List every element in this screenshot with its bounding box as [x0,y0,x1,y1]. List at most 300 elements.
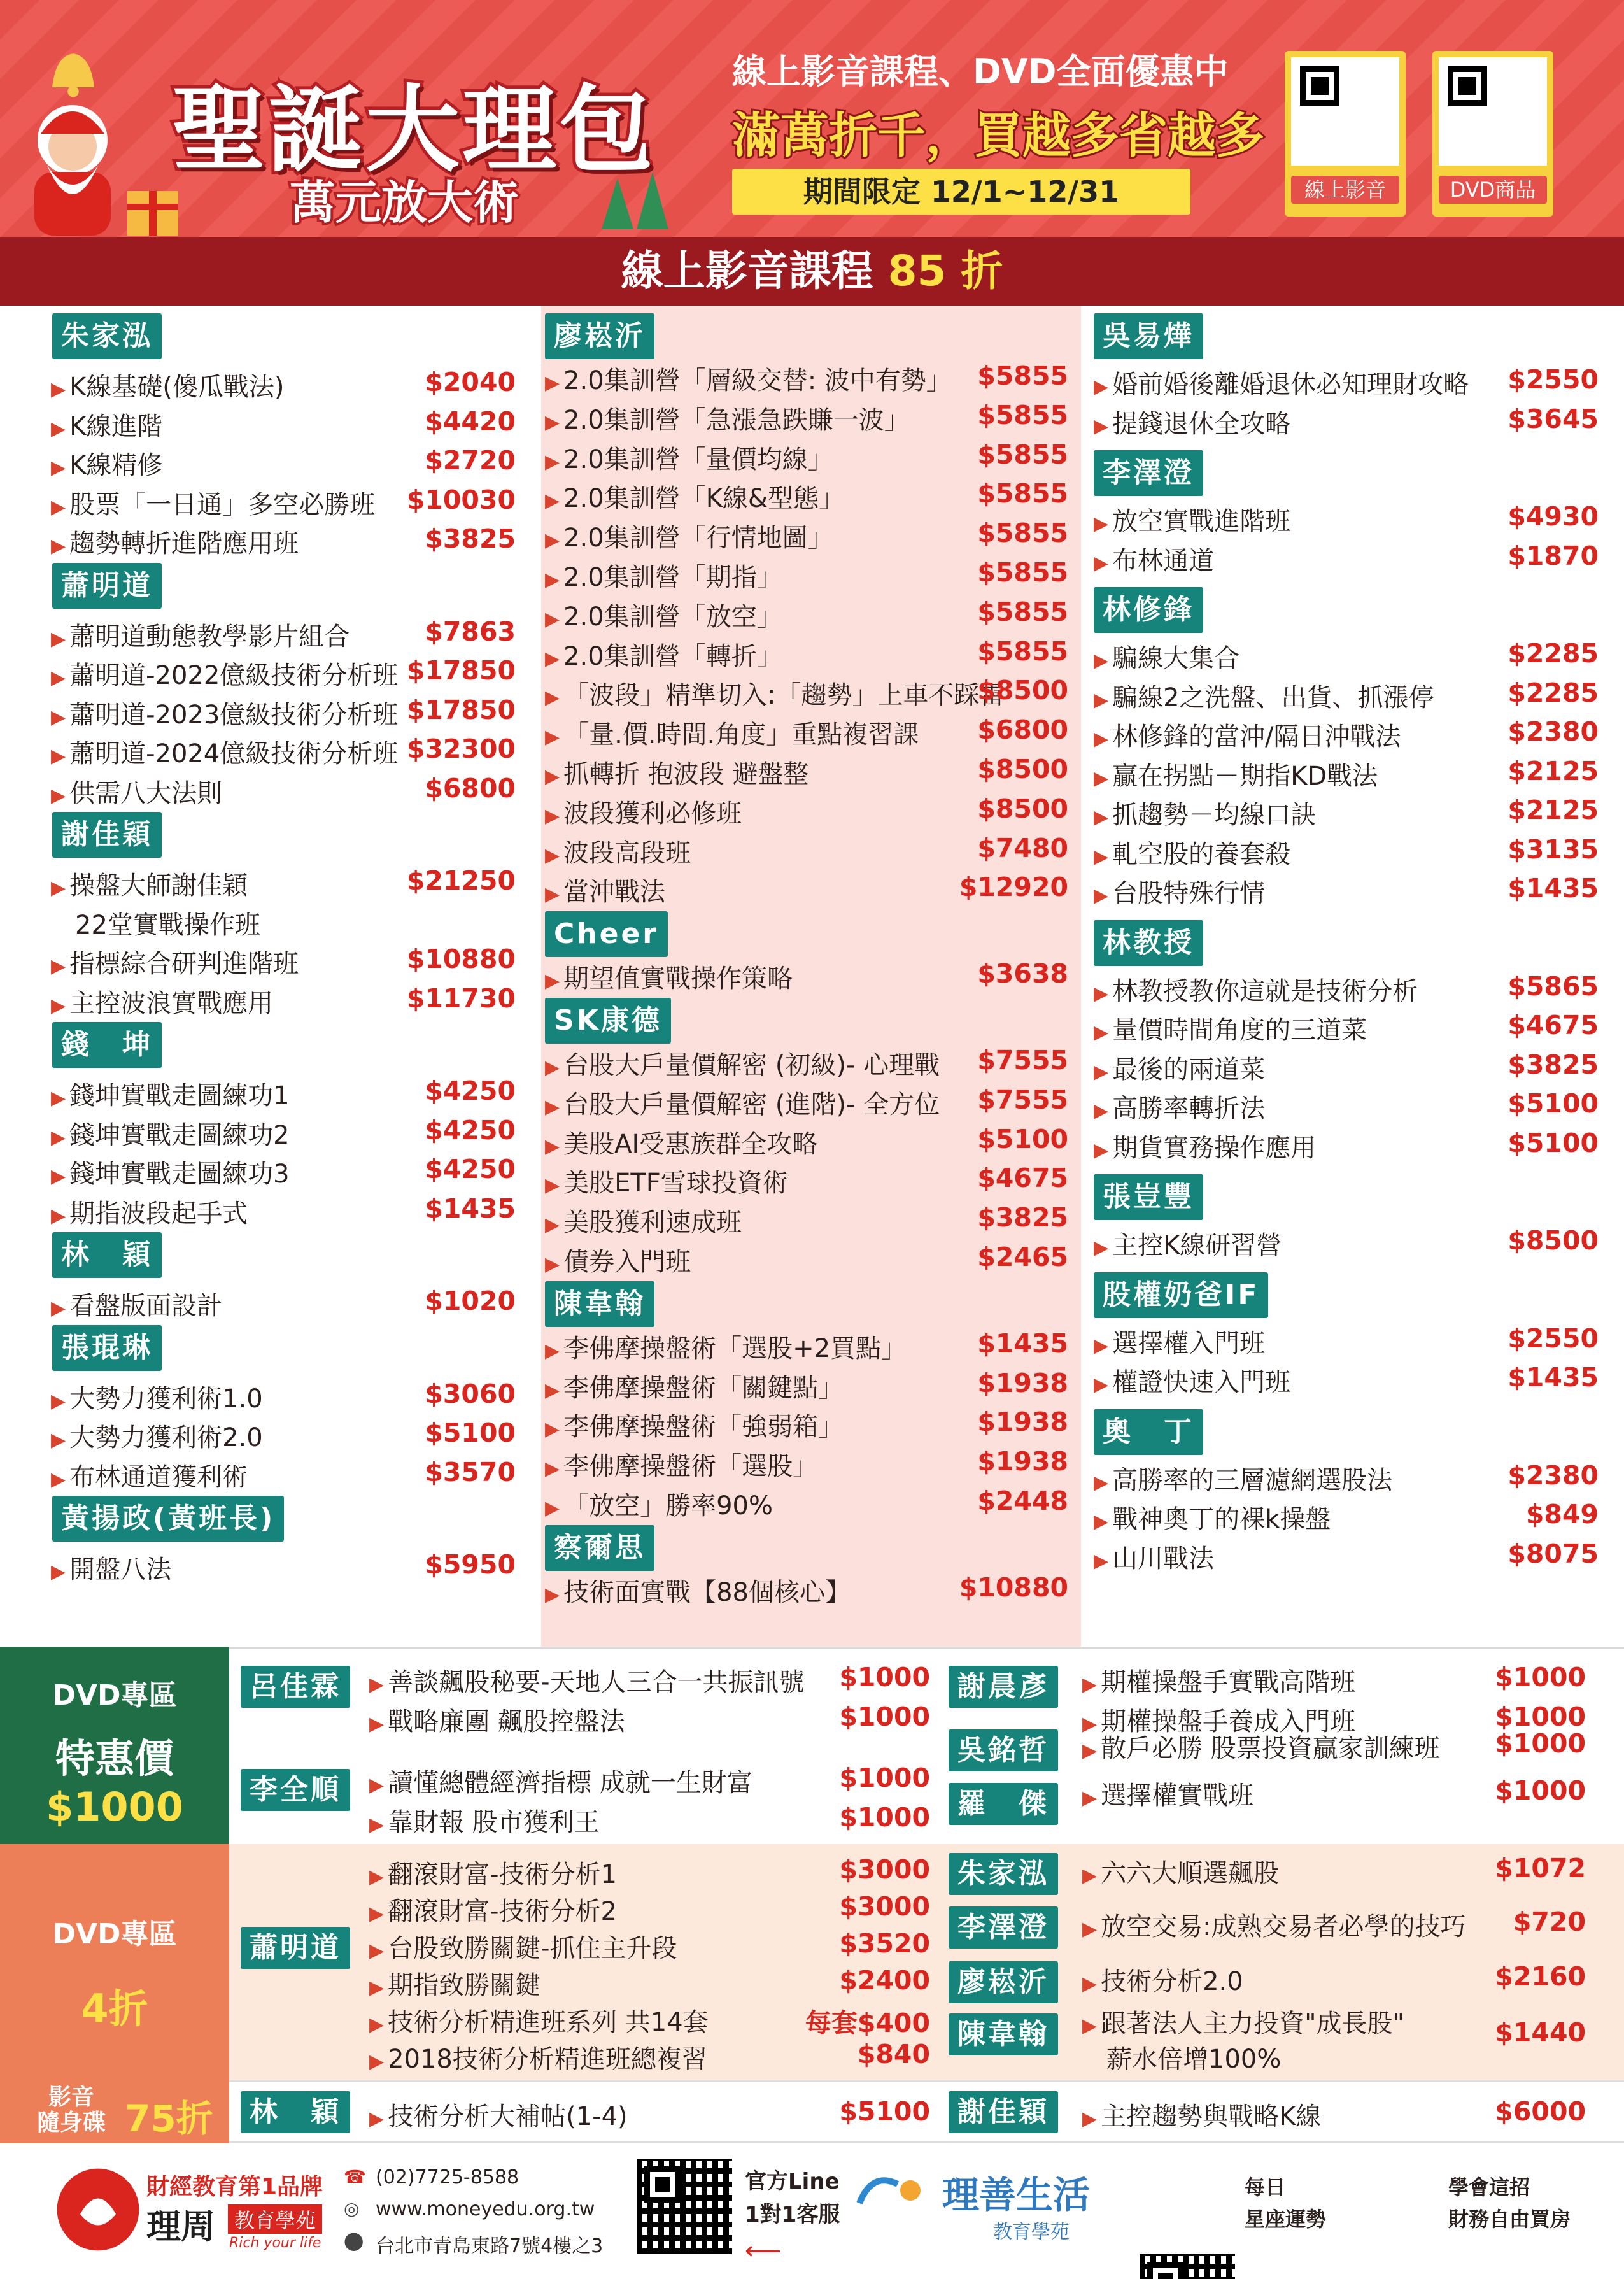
course-item[interactable] [545,400,910,436]
dvd-price: $1000 [1495,1662,1586,1693]
triangle-bullet-icon: ▶ [51,1468,66,1491]
dvd-name: 2018技術分析精進班總複習 [388,2045,707,2074]
teacher-tag: 羅 傑 [949,1783,1058,1825]
course-item[interactable] [545,872,665,908]
course-item[interactable] [51,1417,263,1454]
triangle-bullet-icon: ▶ [1082,1740,1098,1762]
triangle-bullet-icon: ▶ [369,1866,385,1888]
triangle-bullet-icon: ▶ [545,450,560,473]
teacher-tag: 林修鋒 [1094,587,1203,633]
course-price: $2720 [425,445,516,476]
teacher-tag: 蕭明道 [52,563,162,609]
triangle-bullet-icon: ▶ [369,2050,385,2073]
dvd-item[interactable] [369,2039,707,2075]
course-name: 放空實戰進階班 [1112,507,1291,536]
brand-logo-icon [53,2165,143,2254]
dvd-name: 跟著法人主力投資"成長股" [1101,2009,1404,2038]
triangle-bullet-icon: ▶ [1082,2015,1098,2037]
course-item[interactable] [545,1045,940,1081]
dvd1-label: DVD專區 [52,1679,177,1712]
course-name: 蕭明道-2022億級技術分析班 [69,661,399,690]
course-price: $4250 [425,1154,516,1184]
course-item[interactable] [545,1368,844,1404]
course-price: $2125 [1507,795,1599,825]
course-name: 美股ETF雪球投資術 [563,1168,788,1198]
brand-tag: 財經教育第1品牌 [146,2174,323,2200]
teacher-tag: Cheer [545,911,668,957]
course-item[interactable] [51,983,273,1019]
dvd3-label-top: 影音 [48,2084,95,2110]
triangle-bullet-icon: ▶ [369,1713,385,1735]
dvd-zone-1 [0,1647,1624,1844]
dvd-item[interactable] [369,1763,752,1799]
course-item[interactable] [545,754,809,790]
course-price: $2380 [1507,716,1599,747]
course-item[interactable] [1094,404,1290,440]
line-qr-code-icon[interactable] [637,2159,732,2254]
dvd-name: 選擇權實戰班 [1101,1781,1254,1810]
course-name: 台股大戶量價解密 (初級)- 心理戰 [563,1051,940,1080]
phone-number[interactable]: (02)7725-8588 [376,2166,519,2189]
course-item[interactable] [545,1572,851,1608]
course-price: $2550 [1507,1323,1599,1354]
course-item[interactable] [1094,678,1434,714]
triangle-bullet-icon: ▶ [1094,845,1109,868]
course-name: 李佛摩操盤術「選股」 [563,1452,819,1482]
course-price: $2380 [1507,1459,1599,1491]
course-item[interactable] [545,675,1005,711]
dvd-item[interactable] [369,1928,677,1964]
triangle-bullet-icon: ▶ [545,411,560,434]
course-price: $21250 [406,865,516,896]
teacher-tag: 股權奶爸IF [1094,1272,1268,1318]
course-item[interactable] [1094,1323,1265,1360]
dvd-item[interactable] [1082,1775,1253,1812]
triangle-bullet-icon: ▶ [51,1087,66,1109]
dvd-item[interactable] [369,1802,600,1838]
course-name: 李佛摩操盤術「選股+2買點」 [563,1333,907,1363]
dvd-price: $5100 [839,2096,930,2127]
dvd1-price: $1000 [46,1784,183,1830]
dvd-item[interactable] [1082,1728,1440,1764]
course-price: $5100 [425,1417,516,1448]
triangle-bullet-icon: ▶ [545,607,560,630]
triangle-bullet-icon: ▶ [1094,1471,1109,1494]
course-item[interactable] [1094,1088,1265,1125]
course-price: $11730 [406,983,516,1014]
course-item[interactable] [1094,1225,1282,1261]
course-name: 波段高段班 [563,838,691,868]
dvd-name: 薪水倍增100% [1106,2045,1282,2074]
triangle-bullet-icon: ▶ [1094,376,1109,398]
course-price: $1435 [1507,873,1599,904]
triangle-bullet-icon: ▶ [51,1429,66,1451]
dvd-price: $3000 [839,1854,930,1885]
course-price: $5855 [977,439,1068,470]
triangle-bullet-icon: ▶ [545,1379,560,1402]
course-item[interactable] [51,944,299,980]
course-price: $5855 [977,557,1068,588]
course-item[interactable] [51,1286,222,1322]
promo-line-1: 線上影音課程、DVD全面優惠中 [732,52,1229,92]
course-price: $2285 [1507,677,1599,708]
triangle-bullet-icon: ▶ [545,1056,560,1079]
dvd-price: $3000 [839,1891,930,1922]
triangle-bullet-icon: ▶ [1094,806,1109,828]
qr-code-icon [1439,57,1547,166]
course-item[interactable] [545,1124,817,1160]
dvd-name: 放空交易:成熟交易者必學的技巧 [1101,1912,1466,1942]
triangle-bullet-icon: ▶ [1094,982,1109,1005]
course-name: 蕭明道動態教學影片組合 [69,621,350,651]
triangle-bullet-icon: ▶ [545,883,560,906]
course-item[interactable] [545,1242,691,1278]
brand-sub: 教育學苑 [228,2204,322,2234]
course-item[interactable] [545,833,691,869]
partner-name: 理善生活 [942,2173,1091,2217]
teacher-tag: 林教授 [1094,920,1203,966]
course-price: $2448 [977,1486,1068,1516]
teacher-tag: 李澤澄 [1094,450,1203,496]
course-name: 台股大戶量價解密 (進階)- 全方位 [563,1090,940,1119]
course-item[interactable] [545,1407,844,1443]
course-price: $1435 [425,1193,516,1224]
course-price: $4420 [425,406,516,437]
course-price: $1870 [1507,540,1599,571]
bell-icon [38,38,108,108]
course-name: 選擇權入門班 [1112,1328,1266,1358]
santa-illustration [15,96,130,236]
course-item[interactable] [1094,1049,1265,1086]
course-name: 「量.價.時間.角度」重點複習課 [563,720,919,750]
dvd-item[interactable] [1082,1961,1243,1998]
dvd-item[interactable] [1082,1662,1355,1698]
dvd-item[interactable] [369,1965,540,2001]
course-item[interactable] [1094,971,1418,1007]
course-name: 林修鋒的當沖/隔日沖戰法 [1112,722,1401,751]
course-price: $6800 [977,714,1068,746]
course-name: 2.0集訓營「急漲急跌賺一波」 [563,405,910,435]
course-item[interactable] [1094,1538,1214,1575]
triangle-bullet-icon: ▶ [545,647,560,670]
qr-online-video[interactable] [1285,51,1406,217]
dvd-item[interactable] [369,1701,625,1738]
course-item[interactable] [1094,873,1265,909]
triangle-bullet-icon: ▶ [545,1253,560,1275]
triangle-bullet-icon: ▶ [1094,1374,1109,1396]
dvd-price: $2160 [1495,1961,1586,1992]
course-name: 2.0集訓營「行情地圖」 [563,523,833,553]
dvd-name: 翻滾財富-技術分析2 [388,1897,617,1926]
course-item[interactable] [51,905,260,941]
course-item[interactable] [1094,1499,1331,1535]
course-item[interactable] [51,485,375,521]
course-item[interactable] [545,478,844,515]
course-price: $1435 [1507,1362,1599,1393]
course-price: $3825 [425,523,516,554]
qr-dvd[interactable] [1432,51,1553,217]
course-item[interactable] [545,714,919,751]
teacher-tag: 李全順 [241,1769,350,1811]
course-item[interactable] [51,1076,290,1112]
course-name: 李佛摩操盤術「關鍵點」 [563,1373,844,1403]
course-price: $5100 [1507,1127,1599,1158]
dvd-name: 期權操盤手實戰高階班 [1101,1668,1356,1697]
triangle-bullet-icon: ▶ [1082,1973,1098,1995]
triangle-bullet-icon: ▶ [51,955,66,977]
course-item[interactable] [1094,1362,1290,1398]
dvd-name: 翻滾財富-技術分析1 [388,1860,617,1889]
course-item[interactable] [51,1154,290,1190]
course-item[interactable] [1094,1460,1392,1496]
triangle-bullet-icon: ▶ [545,726,560,749]
triangle-bullet-icon: ▶ [51,1389,66,1412]
course-name: 主控K線研習營 [1112,1231,1282,1260]
triangle-bullet-icon: ▶ [545,1135,560,1158]
course-name: 期貨實務操作應用 [1112,1133,1317,1163]
course-item[interactable] [51,1457,248,1493]
dvd-item[interactable] [369,2096,628,2133]
triangle-bullet-icon: ▶ [1094,1060,1109,1083]
dvd-item[interactable] [369,1891,617,1928]
triangle-bullet-icon: ▶ [369,1940,385,1962]
triangle-bullet-icon: ▶ [545,490,560,513]
dvd-name: 散戶必勝 股票投資贏家訓練班 [1101,1734,1440,1763]
course-column-1 [0,306,541,1647]
course-column-2 [541,306,1081,1647]
triangle-bullet-icon: ▶ [51,417,66,440]
course-item[interactable] [51,406,162,443]
course-name: 錢坤實戰走圖練功2 [69,1120,290,1150]
qr3-line1: 每日 [1245,2175,1286,2199]
qr4-line1: 學會這招 [1448,2175,1530,2199]
triangle-bullet-icon: ▶ [1082,1918,1098,1940]
course-price: $4930 [1507,501,1599,532]
course-item[interactable] [545,1202,742,1239]
line-label-1: 官方Line [745,2169,840,2194]
promo-line-2: 滿萬折千，買越多省越多 [732,107,1264,164]
course-name: 「波段」精準切入:「趨勢」上車不踩雷 [563,681,1005,711]
course-item[interactable] [1094,1128,1316,1164]
course-name: 2.0集訓營「K線&型態」 [563,484,845,514]
course-name: 主控波浪實戰應用 [69,988,274,1018]
period-badge: 期間限定 12/1~12/31 [732,169,1190,215]
course-name: 波段獲利必修班 [563,799,742,828]
course-price: $849 [1525,1499,1599,1530]
teacher-tag: 陳韋翰 [949,2013,1058,2055]
course-price: $3570 [425,1456,516,1487]
triangle-bullet-icon: ▶ [545,1174,560,1197]
course-price: $5855 [977,478,1068,509]
dvd-item[interactable] [369,1854,617,1891]
dvd-name: 技術分析2.0 [1101,1967,1243,1996]
course-item[interactable] [51,695,398,731]
course-item[interactable] [545,360,952,397]
course-price: $1938 [977,1446,1068,1477]
course-item[interactable] [51,1193,248,1230]
course-item[interactable] [545,597,782,633]
course-item[interactable] [1094,756,1378,792]
course-item[interactable] [51,655,398,692]
course-item[interactable] [1094,638,1239,674]
course-name: 軋空股的養套殺 [1112,839,1291,869]
course-item[interactable] [545,1486,773,1522]
triangle-bullet-icon: ▶ [51,1204,66,1227]
triangle-bullet-icon: ▶ [1094,884,1109,907]
triangle-bullet-icon: ▶ [1094,551,1109,574]
course-name: 期望值實戰操作策略 [563,964,793,994]
dvd-price: $1440 [1495,2017,1586,2048]
course-name: 開盤八法 [69,1555,172,1584]
dvd-item[interactable] [1082,2003,1404,2040]
course-name: K線基礎(傻瓜戰法) [69,373,285,402]
course-name: 蕭明道-2024億級技術分析班 [69,739,399,769]
course-name: 布林通道 [1112,546,1215,576]
triangle-bullet-icon: ▶ [1094,650,1109,672]
course-item[interactable] [51,1379,263,1415]
triangle-bullet-icon: ▶ [369,1977,385,1999]
course-price: $4250 [425,1114,516,1146]
course-price: $2125 [1507,755,1599,786]
dvd-price: $1000 [839,1701,930,1732]
course-item[interactable] [51,367,285,403]
course-price: $6800 [425,772,516,804]
course-item[interactable] [51,773,222,809]
triangle-bullet-icon: ▶ [1094,767,1109,790]
dvd-price: $1072 [1495,1853,1586,1884]
course-item[interactable] [545,636,782,672]
course-item[interactable] [1094,501,1290,537]
triangle-bullet-icon: ▶ [51,706,66,728]
course-price: $17850 [406,655,516,686]
address: 台北市青島東路7號4樓之3 [376,2235,604,2257]
teacher-tag: 謝佳穎 [949,2091,1058,2133]
course-name: 權證快速入門班 [1112,1368,1291,1397]
dvd-item[interactable] [1082,2039,1281,2075]
course-item[interactable] [545,518,833,554]
course-name: 看盤版面設計 [69,1291,223,1321]
course-name: 美股AI受惠族群全攻略 [563,1129,818,1159]
course-item[interactable] [51,523,299,560]
dvd-item[interactable] [1082,1906,1466,1943]
teacher-tag: 呂佳霖 [241,1666,350,1708]
course-price: $4675 [977,1163,1068,1194]
course-item[interactable] [545,557,782,593]
course-name: 大勢力獲利術2.0 [69,1423,263,1452]
course-item[interactable] [1094,716,1401,753]
course-price: $2040 [425,367,516,397]
course-name: 李佛摩操盤術「強弱箱」 [563,1412,844,1442]
course-item[interactable] [51,865,248,902]
course-item[interactable] [545,1328,907,1365]
triangle-bullet-icon: ▶ [545,844,560,867]
course-name: 提錢退休全攻略 [1112,409,1291,439]
course-item[interactable] [1094,1010,1367,1046]
triangle-bullet-icon: ▶ [51,1126,66,1149]
course-name: 2.0集訓營「放空」 [563,602,782,632]
course-price: $3645 [1507,403,1599,434]
qr-online-caption: 線上影音 [1291,176,1399,204]
course-name: K線精修 [69,451,163,480]
course-price: $2465 [977,1242,1068,1272]
course-item[interactable] [1094,364,1469,401]
course-price: $5855 [977,635,1068,667]
course-name: 2.0集訓營「轉折」 [563,641,782,671]
course-price: $7555 [977,1045,1068,1076]
triangle-bullet-icon: ▶ [51,457,66,479]
dvd-item[interactable] [369,2002,709,2038]
dvd-item[interactable] [1082,2096,1321,2133]
course-item[interactable] [1094,795,1316,831]
course-price: $8075 [1507,1538,1599,1569]
course-item[interactable] [51,734,398,770]
course-name: 騙線大集合 [1112,644,1240,673]
course-name: 股票「一日通」多空必勝班 [69,490,376,520]
course-name: 技術面實戰【88個核心】 [563,1577,851,1607]
partner-logo-icon [853,2165,936,2229]
dvd-price: $2400 [839,1965,930,1996]
course-item[interactable] [51,445,162,481]
course-price: $7480 [977,832,1068,863]
course-price: $10030 [406,484,516,515]
qr3-line2: 星座運勢 [1245,2207,1327,2231]
course-item[interactable] [545,439,833,476]
dvd-item[interactable] [369,1662,805,1698]
triangle-bullet-icon: ▶ [545,765,560,788]
triangle-bullet-icon: ▶ [369,1774,385,1796]
course-item[interactable] [1094,834,1290,870]
triangle-bullet-icon: ▶ [1094,1021,1109,1044]
course-name: 台股特殊行情 [1112,879,1266,908]
course-price: $17850 [406,694,516,725]
triangle-bullet-icon: ▶ [369,1903,385,1925]
triangle-bullet-icon: ▶ [545,1418,560,1441]
teacher-tag: 謝晨彥 [949,1666,1058,1708]
course-item[interactable] [51,1549,171,1586]
website-link[interactable]: www.moneyedu.org.tw [376,2198,595,2220]
course-item[interactable] [545,1446,818,1482]
horoscope-qr-code-icon[interactable] [1140,2254,1235,2279]
teacher-tag: 蕭明道 [241,1927,350,1969]
course-name: 山川戰法 [1112,1544,1215,1573]
triangle-bullet-icon: ▶ [1094,1139,1109,1161]
dvd-name: 六六大順選飆股 [1101,1859,1280,1888]
course-price: $3825 [1507,1049,1599,1080]
dvd-item[interactable] [1082,1853,1279,1889]
globe-icon: ◎ [344,2198,360,2219]
triangle-bullet-icon: ▶ [545,569,560,591]
dvd-name: 善談飆股秘要-天地人三合一共振訊號 [388,1668,805,1697]
triangle-bullet-icon: ▶ [51,1561,66,1583]
teacher-tag: 李澤澄 [949,1906,1058,1949]
triangle-bullet-icon: ▶ [1082,1713,1098,1735]
teacher-tag: 黃揚政(黃班長) [52,1496,284,1542]
course-name: 期指波段起手式 [69,1198,248,1228]
course-item[interactable] [545,1163,788,1199]
course-item[interactable] [545,1084,940,1121]
dvd2-label: DVD專區 [52,1918,177,1950]
course-price: $3135 [1507,834,1599,865]
course-item[interactable] [1094,541,1214,577]
dvd-price: $840 [857,2039,930,2070]
course-item[interactable] [545,793,742,830]
course-item[interactable] [51,1115,290,1151]
dvd-price: $1000 [839,1763,930,1793]
course-name: 22堂實戰操作班 [75,910,260,940]
course-item[interactable] [51,616,350,653]
course-item[interactable] [545,958,793,995]
course-name: 抓趨勢－均線口訣 [1112,800,1317,830]
